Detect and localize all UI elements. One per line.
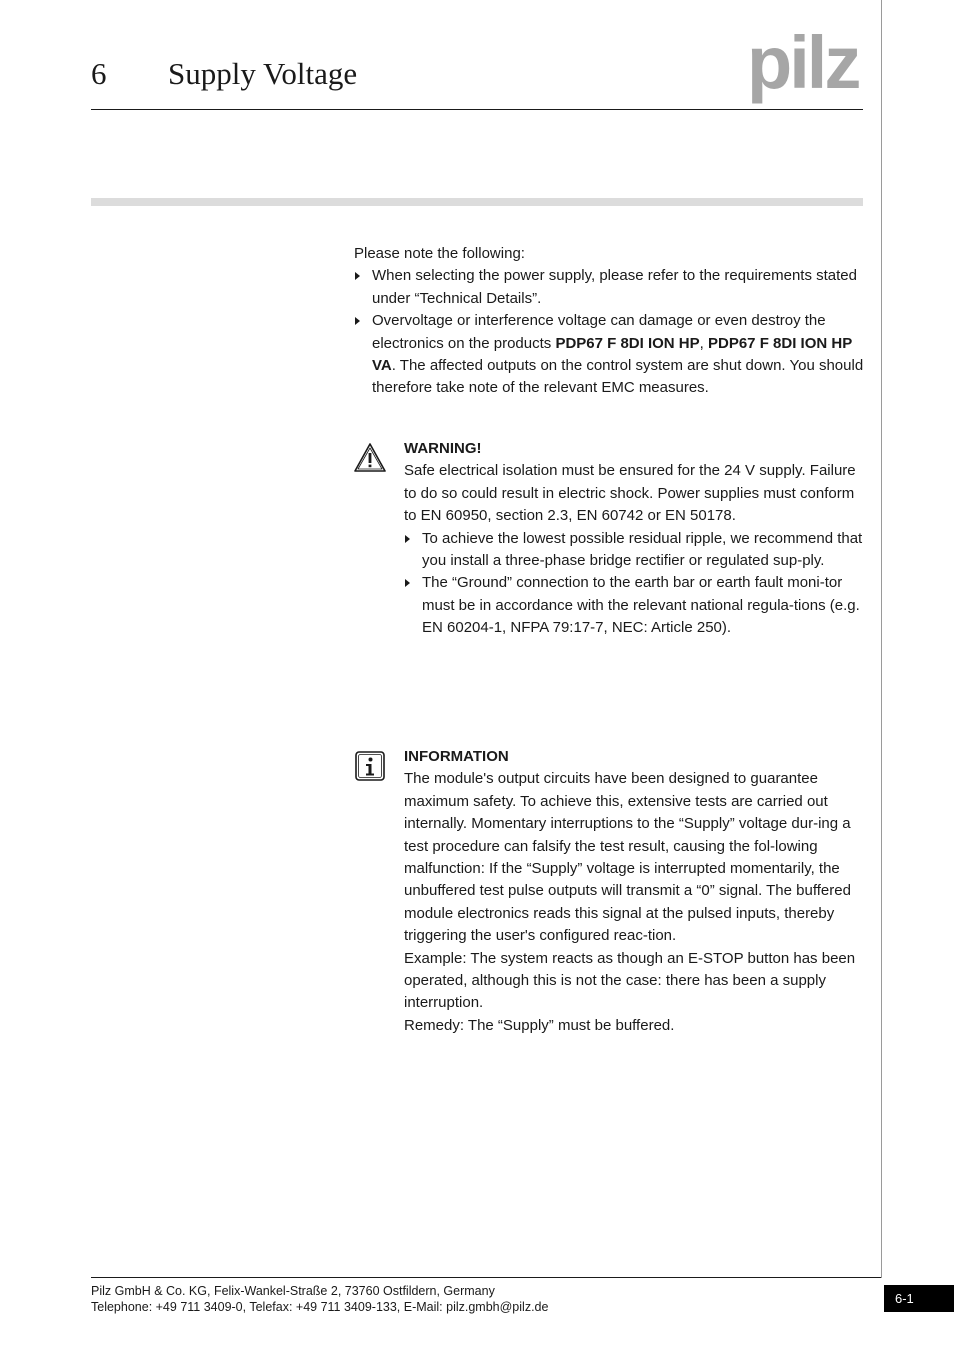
footer-rule (91, 1277, 881, 1278)
product-name: PDP67 F 8DI ION HP (555, 334, 700, 352)
list-item-text: To achieve the lowest possible residual ripple, we recommend that you install a three-phase bridge rectifier or regulated sup-ply. (422, 529, 863, 570)
chapter-header (91, 21, 863, 110)
triangle-bullet-icon (405, 535, 410, 543)
intro-lead: Please note the following: (354, 245, 525, 262)
triangle-bullet-icon (405, 579, 410, 587)
information-paragraph: The module's output circuits have been designed to guarantee maximum safety. To achieve this, extensive tests are carried out internally. Momentary interruptions to the “Supply” voltage dur-ing a test procedure can falsify the test result, causing the fol-lowing malfunction: If the “Supply” voltage is interrupted momentarily, the unbuffered test pulse outputs will transmit a “0” signal. The buffered module electronics reads this signal at the pulsed inputs, thereby triggering the user's configured reac-tion. (404, 770, 851, 945)
information-icon (354, 750, 386, 782)
product-name: PDP67 F 8DI ION HP VA (372, 334, 852, 375)
warning-body (404, 438, 864, 640)
list-item-text: When selecting the power supply, please refer to the requirements stated under “Technical Details”. (372, 267, 857, 307)
right-margin-rule (881, 0, 882, 1278)
pilz-logo-text: pilz (747, 21, 859, 104)
intro-section (354, 243, 864, 400)
list-item (354, 310, 864, 400)
footer-contact: Telephone: +49 711 3409-0, Telefax: +49 711 3409-133, E-Mail: pilz.gmbh@pilz.de (91, 1300, 549, 1314)
chapter-title: Supply Voltage (168, 56, 358, 91)
warning-text: Safe electrical isolation must be ensured for the 24 V supply. Failure to do so could result in electric shock. Power supplies must conform to EN 60950, section 2.3, EN 60742 or EN 50178. (404, 462, 856, 525)
information-paragraph: Remedy: The “Supply” must be buffered. (404, 1016, 675, 1034)
footer (91, 1283, 548, 1315)
information-body (404, 746, 864, 1037)
warning-triangle-icon (354, 442, 386, 474)
list-item-text: Overvoltage or interference voltage can damage or even destroy the electronics on the products (372, 312, 826, 352)
list-item (404, 572, 864, 639)
list-item-text: , (699, 334, 708, 352)
information-paragraph: Example: The system reacts as though an E-STOP button has been operated, although this is not the case: there has been a supply interruption. (404, 949, 856, 1012)
chapter-number: 6 (91, 56, 107, 91)
warning-title: WARNING! (404, 440, 482, 457)
information-title: INFORMATION (404, 748, 509, 765)
list-item (354, 265, 864, 310)
information-notice (354, 746, 864, 1037)
page-number: 6-1 (884, 1285, 954, 1312)
list-item-text: The “Ground” connection to the earth bar or earth fault moni-tor must be in accordance with the relevant national regula-tions (e.g. EN 60204-1, NFPA 79:17-7, NEC: Article 250). (422, 574, 860, 637)
section-band (91, 198, 863, 206)
pilz-logo (747, 21, 865, 104)
list-item-text: . The affected outputs on the control system are shut down. You should therefore take note of the relevant EMC measures. (372, 357, 864, 397)
warning-bullet-list (404, 528, 864, 640)
intro-bullet-list (354, 265, 864, 399)
triangle-bullet-icon (355, 317, 360, 325)
list-item (404, 528, 864, 573)
triangle-bullet-icon (355, 272, 360, 280)
warning-notice (354, 438, 864, 640)
header-rule (91, 109, 863, 110)
footer-address: Pilz GmbH & Co. KG, Felix-Wankel-Straße 2, 73760 Ostfildern, Germany (91, 1284, 495, 1298)
